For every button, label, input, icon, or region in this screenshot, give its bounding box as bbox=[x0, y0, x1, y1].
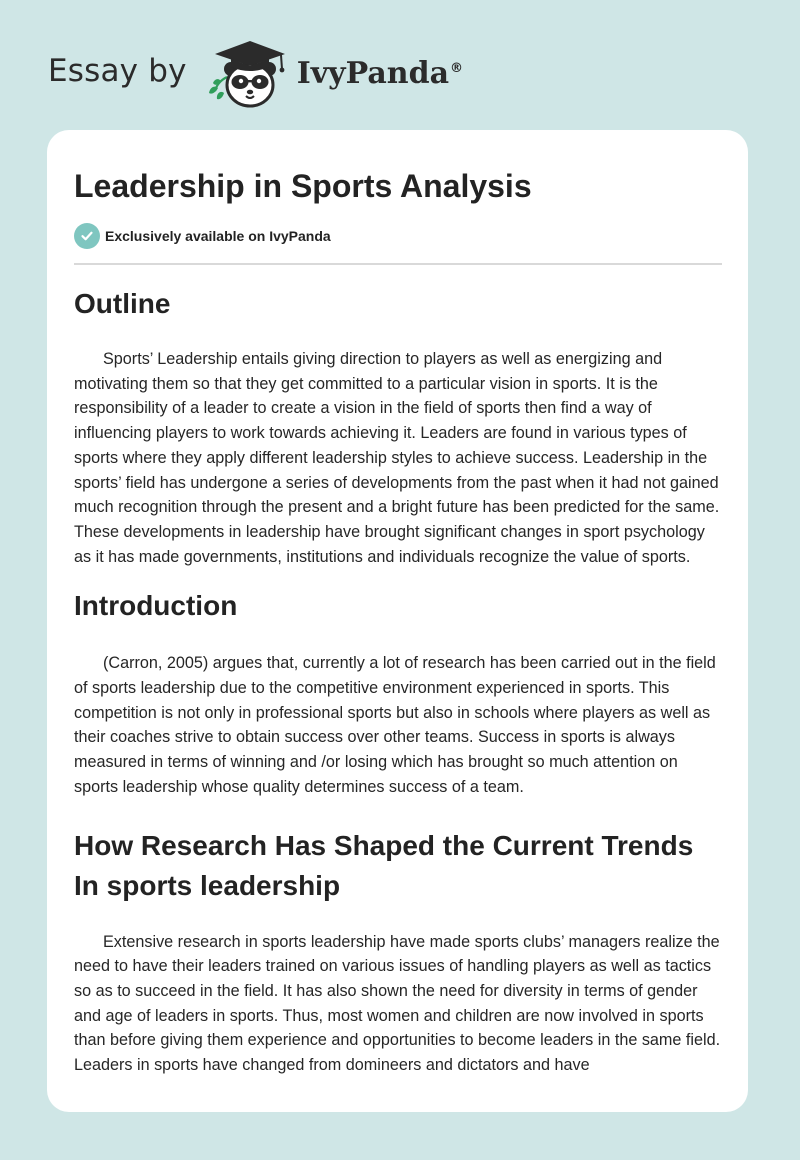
site-header bbox=[48, 34, 463, 114]
checkmark-icon bbox=[74, 223, 100, 249]
section-heading-outline: Outline bbox=[74, 288, 171, 319]
brand-name-text: IvyPanda bbox=[296, 55, 450, 91]
section-body-research: Extensive research in sports leadership have made sports clubs’ managers realize the need to have their leaders trained on various issues of handling players as well as tactics so as to succeed in the field. It has also shown the need for diversity in terms of gender and age of leaders in sports. Thus, most women and children are now involved in sports than before giving them experience and opportunities to become leaders in the same field. Leaders in sports have changed from domineers and dictators and have bbox=[74, 932, 721, 1075]
section-body-introduction: (Carron, 2005) argues that, currently a lot of research has been carried out in the field of sports leadership due to the competitive environment experienced in sports. This competition is not only in professional sports but also in schools where players as well as their coaches strive to obtain success over other teams. Success in sports is always measured in terms of winning and /or losing which has brought so much attention on sports leadership whose quality determines success of a team. bbox=[74, 654, 716, 796]
essay-content bbox=[47, 130, 748, 1078]
section-heading-research: How Research Has Shaped the Current Trends In sports leadership bbox=[74, 829, 694, 901]
page-title: Leadership in Sports Analysis bbox=[74, 168, 532, 204]
panda-logo-icon[interactable] bbox=[203, 35, 295, 113]
brand-name[interactable] bbox=[297, 56, 463, 91]
essay-card bbox=[47, 130, 748, 1112]
title-divider bbox=[74, 263, 722, 265]
section-heading-introduction: Introduction bbox=[74, 590, 238, 622]
exclusive-label: Exclusively available on IvyPanda bbox=[105, 228, 331, 244]
exclusive-badge bbox=[74, 223, 722, 249]
registered-mark: ® bbox=[450, 60, 464, 76]
section-body-outline: Sports’ Leadership entails giving direction to players as well as energizing and motivating them so that they get committed to a particular vision in sports. It is the responsibility of a leader to create a vision in the field of sports then find a way of influencing players to work towards achieving it. Leaders are found in various types of sports where they apply different leadership styles to achieve success. Leadership in the sports’ field has undergone a series of developments from the past when it had not gained much recognition through the present and a bright future has been predicted for the same. These developments in leadership have brought significant changes in sport psychology as it has made governments, institutions and individuals recognize the value of sports. bbox=[74, 350, 720, 566]
brand-prefix: Essay by bbox=[48, 53, 187, 89]
